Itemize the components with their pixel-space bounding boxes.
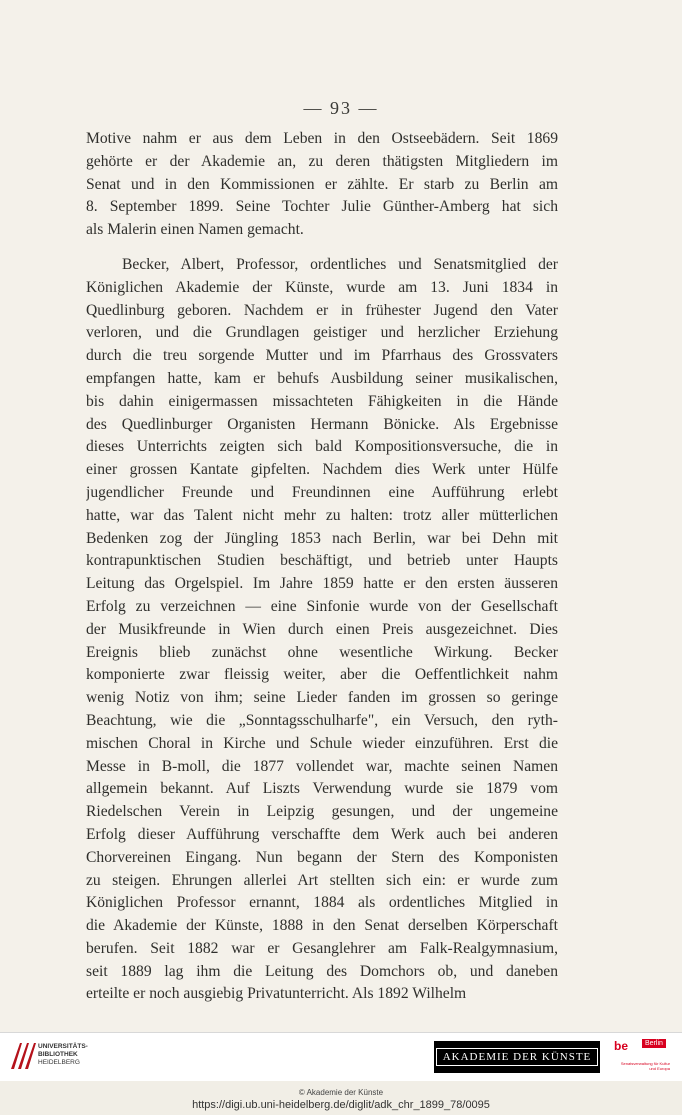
text-line: erteilte er noch ausgiebig Privatunterricht. Als 1892 Wilhelm xyxy=(86,985,467,1003)
text-line: allgemein bekannt. Auf Liszts Verwendung wurde sie 1879 vom xyxy=(86,780,558,798)
text-line: durch die treu sorgende Mutter und im Pfarrhaus des Grossvaters xyxy=(86,347,558,365)
viewer-footer-bar xyxy=(0,1032,682,1081)
berlin-senate-logo[interactable] xyxy=(614,1039,670,1075)
text-line: Quedlinburg geboren. Nachdem er in frühester Jugend den Vater xyxy=(86,301,558,319)
text-line: der Musikfreunde in Wien durch einen Preis ausgezeichnet. Dies xyxy=(86,620,558,638)
akademie-der-kuenste-logo[interactable] xyxy=(434,1041,600,1073)
page-number: — 93 — xyxy=(303,98,379,118)
copyright-notice: © Akademie der Künste xyxy=(298,1088,384,1097)
text-line: kontrapunktischen Studien beschäftigt, und betrieb unter Haupts xyxy=(86,552,558,570)
paragraph-gap xyxy=(86,242,558,254)
text-line: hatte, war das Talent nicht mehr zu halten: trotz aller mütterlichen xyxy=(86,506,558,524)
berlin-be-text: be xyxy=(614,1039,629,1053)
university-library-name[interactable] xyxy=(38,1043,88,1067)
text-line: verloren, und die Grundlagen geistiger und herzlicher Erziehung xyxy=(86,324,558,342)
text-line: Königlichen Akademie der Künste, wurde am 13. Juni 1834 in xyxy=(86,278,558,296)
text-line: Becker, Albert, Professor, ordentliches und Senatsmitglied der xyxy=(122,255,558,273)
text-line: bis dahin einigermassen missachteten Fähigkeiten in die Hände xyxy=(86,392,558,410)
text-line: gehörte er der Akademie an, zu deren thätigsten Mitgliedern im xyxy=(86,152,558,170)
text-line: des Quedlinburger Organisten Hermann Bönicke. Als Ergebnisse xyxy=(86,415,558,433)
text-line: die Akademie der Künste, 1888 in den Senat derselben Körperschaft xyxy=(86,917,558,935)
text-line: mischen Choral in Kirche und Schule wieder einzuführen. Erst die xyxy=(86,734,558,752)
berlin-subtitle: Senatsverwaltung für Kultur und Europa xyxy=(620,1061,670,1071)
text-line: Senat und in den Kommissionen er zählte. Er starb zu Berlin am xyxy=(86,175,558,193)
paragraph-1 xyxy=(86,128,558,242)
text-line: 8. September 1899. Seine Tochter Julie Günther-Amberg hat sich xyxy=(86,198,558,216)
permalink-url[interactable]: https://digi.ub.uni-heidelberg.de/diglit/adk_chr_1899_78/0095 xyxy=(192,1099,490,1111)
text-line: Chorvereinen Eingang. Nun begann der Stern des Komponisten xyxy=(86,848,558,866)
text-line: wenig Notiz von ihm; seine Lieder fanden im grossen so geringe xyxy=(86,689,558,707)
text-line: Beachtung, wie die „Sonntagsschulharfe", ein Versuch, den ryth- xyxy=(86,711,558,729)
text-line: empfangen hatte, kam er behufs Ausbildung seiner musikalischen, xyxy=(86,369,558,387)
paragraph-2 xyxy=(86,254,558,1006)
university-line-3: HEIDELBERG xyxy=(38,1059,80,1066)
text-line: Ereignis blieb zunächst ohne wesentliche Wirkung. Becker xyxy=(86,643,558,661)
text-line: Bedenken zog der Jüngling 1853 nach Berlin, war bei Dehn mit xyxy=(86,529,558,547)
text-line: jugendlicher Freunde und Freundinnen eine Aufführung erlebt xyxy=(86,483,558,501)
text-line: Messe in B-moll, die 1877 vollendet war, machte seinen Namen xyxy=(86,757,558,775)
text-line: berufen. Seit 1882 war er Gesanglehrer am Falk-Realgymnasium, xyxy=(86,939,558,957)
text-line: zu steigen. Ehrungen allerlei Art stellten sich ein: er wurde zum xyxy=(86,871,558,889)
text-line: komponierte zwar fleissig weiter, aber die Oeffentlichkeit nahm xyxy=(86,666,558,684)
text-line: als Malerin einen Namen gemacht. xyxy=(86,221,304,239)
text-line: Leitung das Orgelspiel. Im Jahre 1859 hatte er den ersten äusseren xyxy=(86,575,558,593)
university-line-2: BIBLIOTHEK xyxy=(38,1051,78,1058)
text-line: Erfolg dieser Aufführung verschaffte dem Werk auch bei anderen xyxy=(86,825,558,843)
text-line: Erfolg zu verzeichnen — eine Sinfonie wurde von der Gesellschaft xyxy=(86,597,558,615)
university-line-1: UNIVERSITÄTS- xyxy=(38,1043,88,1050)
university-library-logo-icon[interactable] xyxy=(8,1039,38,1073)
text-line: seit 1889 lag ihm die Leitung des Domchors ob, und daneben xyxy=(86,962,558,980)
text-line: Riedelschen Verein in Leipzig gesungen, und der ungemeine xyxy=(86,803,558,821)
text-line: einer grossen Kantate gipfelten. Nachdem dies Werk unter Hülfe xyxy=(86,461,558,479)
body-text xyxy=(86,128,558,1006)
text-line: Motive nahm er aus dem Leben in den Ostseebädern. Seit 1869 xyxy=(86,130,558,147)
text-line: dieses Unterrichts zeigten sich bald Kompositionsversuche, die in xyxy=(86,438,558,456)
text-line: Königlichen Professor ernannt, 1884 als ordentliches Mitglied in xyxy=(86,894,558,912)
berlin-tag: Berlin xyxy=(642,1039,666,1048)
akademie-label: AKADEMIE DER KÜNSTE xyxy=(436,1048,599,1066)
